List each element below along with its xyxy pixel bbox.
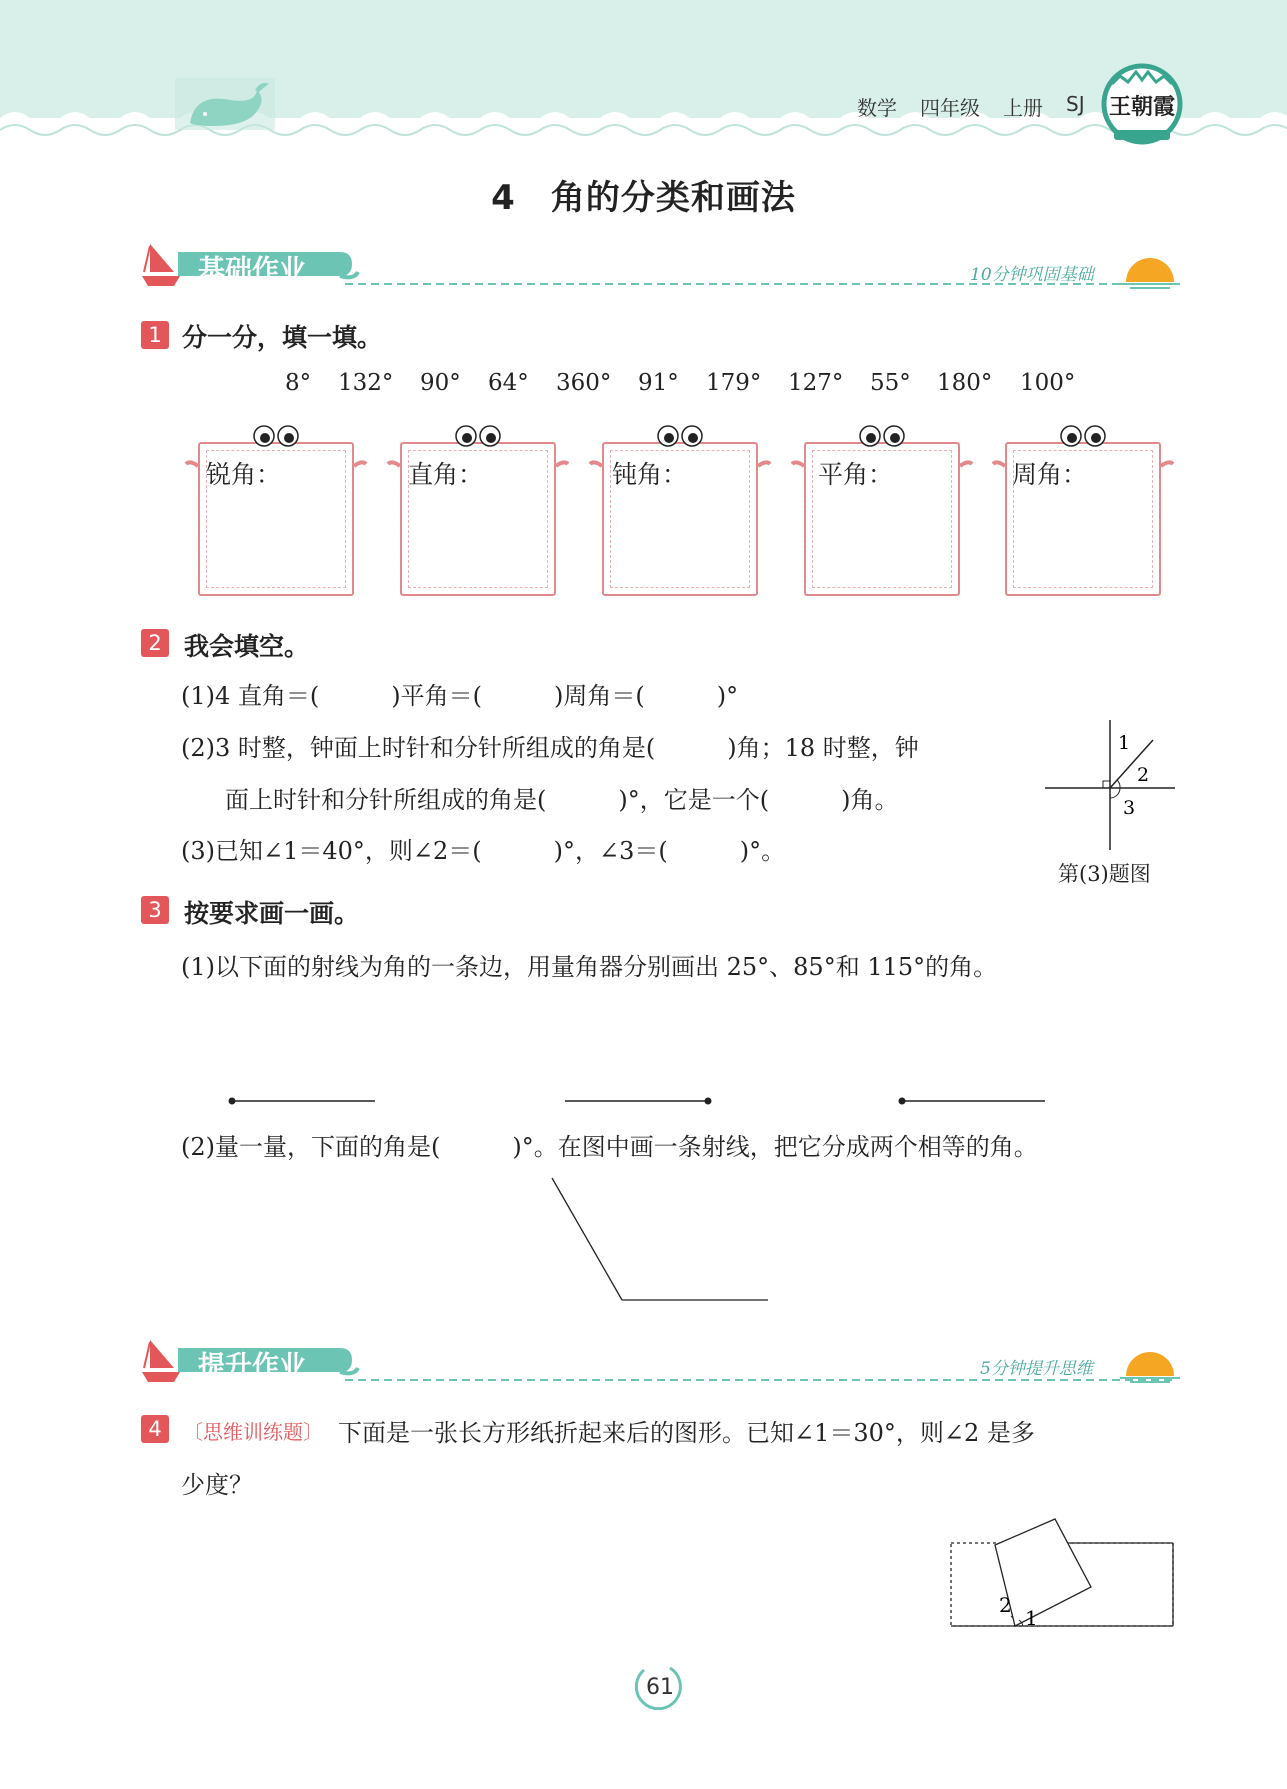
angle-value: 90°: [420, 370, 461, 396]
arm-icon: [388, 462, 400, 466]
question-title: 我会填空。: [184, 632, 310, 661]
q4-line-1: 下面是一张长方形纸折起来后的图形。已知∠1＝30°，则∠2 是多: [338, 1419, 1035, 1447]
q2-line-1: (1)4 直角＝( )平角＝( )周角＝( )°: [181, 682, 739, 710]
pupil-icon: [866, 433, 876, 443]
pupil-icon: [260, 433, 270, 443]
angle-value: 132°: [338, 370, 394, 396]
question-number: 1: [141, 321, 169, 349]
arm-icon: [556, 462, 568, 466]
question-number: 2: [141, 629, 169, 657]
page-number: 61: [646, 1675, 674, 1700]
angle-value: 100°: [1020, 370, 1076, 396]
angle-value: 360°: [556, 370, 612, 396]
question-title: 分一分，填一填。: [182, 323, 383, 352]
ray-endpoint: [705, 1098, 712, 1105]
arm-icon: [354, 462, 366, 466]
angle-value: 64°: [488, 370, 529, 396]
q3-line-2: (2)量一量，下面的角是( )°。在图中画一条射线，把它分成两个相等的角。: [181, 1133, 1038, 1161]
question-number: 4: [141, 1415, 169, 1443]
angle-value: 91°: [638, 370, 679, 396]
header-volume: 上册: [1003, 96, 1043, 120]
section-label-basic: 基础作业: [198, 255, 306, 286]
pupil-icon: [1091, 433, 1101, 443]
page-title: 4 角的分类和画法: [491, 178, 796, 218]
section-note-basic: 10分钟巩固基础: [970, 265, 1094, 285]
arm-icon: [590, 462, 602, 466]
section-note-advanced: 5分钟提升思维: [980, 1359, 1093, 1379]
pupil-icon: [1067, 433, 1077, 443]
question-title: 按要求画一画。: [184, 899, 360, 928]
q3-angle-figure[interactable]: [540, 1170, 780, 1310]
arm-icon: [758, 462, 770, 466]
rays: [220, 1090, 1060, 1110]
header-subject: 数学: [857, 96, 897, 120]
pupil-icon: [890, 433, 900, 443]
arm-icon: [186, 462, 198, 466]
q4-folded-paper-figure: [945, 1505, 1180, 1630]
q3-line-1: (1)以下面的射线为角的一条边，用量角器分别画出 25°、85°和 115°的角。: [181, 953, 998, 981]
q2-figure: [1045, 720, 1180, 850]
q4-line-2: 少度？: [181, 1471, 253, 1499]
pupil-icon: [486, 433, 496, 443]
angle-value: 180°: [937, 370, 993, 396]
question-number: 3: [141, 896, 169, 924]
arm-icon: [993, 462, 1005, 466]
fig-label-3: 3: [1123, 797, 1136, 819]
angle-value: 55°: [870, 370, 911, 396]
pupil-icon: [688, 433, 698, 443]
angle-value: 127°: [788, 370, 844, 396]
fig-label-1: 1: [1118, 732, 1131, 754]
pupil-icon: [284, 433, 294, 443]
q2-line-3: (3)已知∠1＝40°，则∠2＝( )°，∠3＝( )°。: [181, 837, 786, 865]
arm-icon: [960, 462, 972, 466]
section-label-advanced: 提升作业: [198, 1351, 306, 1382]
fig-label-2: 2: [1137, 764, 1150, 786]
whale-icon: [175, 78, 275, 130]
arm-icon: [792, 462, 804, 466]
box-label: 周角：: [1012, 460, 1088, 489]
sunrise-icon: [1120, 1344, 1180, 1384]
arm-icon: [1161, 462, 1173, 466]
box-label: 钝角：: [612, 460, 688, 489]
sunrise-icon: [1120, 250, 1180, 290]
box-label: 直角：: [408, 460, 484, 489]
box-label: 平角：: [818, 460, 894, 489]
brand-logo: [1100, 60, 1184, 146]
q2-line-2b: 面上时针和分针所组成的角是( )°，它是一个( )角。: [225, 786, 899, 814]
q2-line-2a: (2)3 时整，钟面上时针和分针所组成的角是( )角；18 时整，钟: [181, 734, 919, 762]
brand-text: 王朝霞: [1108, 94, 1175, 120]
header-edition: SJ: [1066, 92, 1085, 116]
q2-figure-caption: 第(3)题图: [1058, 862, 1151, 886]
question-tag: 〔思维训练题〕: [183, 1420, 323, 1444]
header-grade: 四年级: [920, 96, 980, 120]
angle-value: 179°: [706, 370, 762, 396]
fig4-label-1: 1: [1025, 1606, 1038, 1630]
box-label: 锐角：: [206, 460, 282, 489]
angle-value: 8°: [285, 370, 312, 396]
pupil-icon: [462, 433, 472, 443]
pupil-icon: [664, 433, 674, 443]
box-decorations: [170, 418, 1190, 478]
fig4-label-2: 2: [999, 1593, 1012, 1617]
